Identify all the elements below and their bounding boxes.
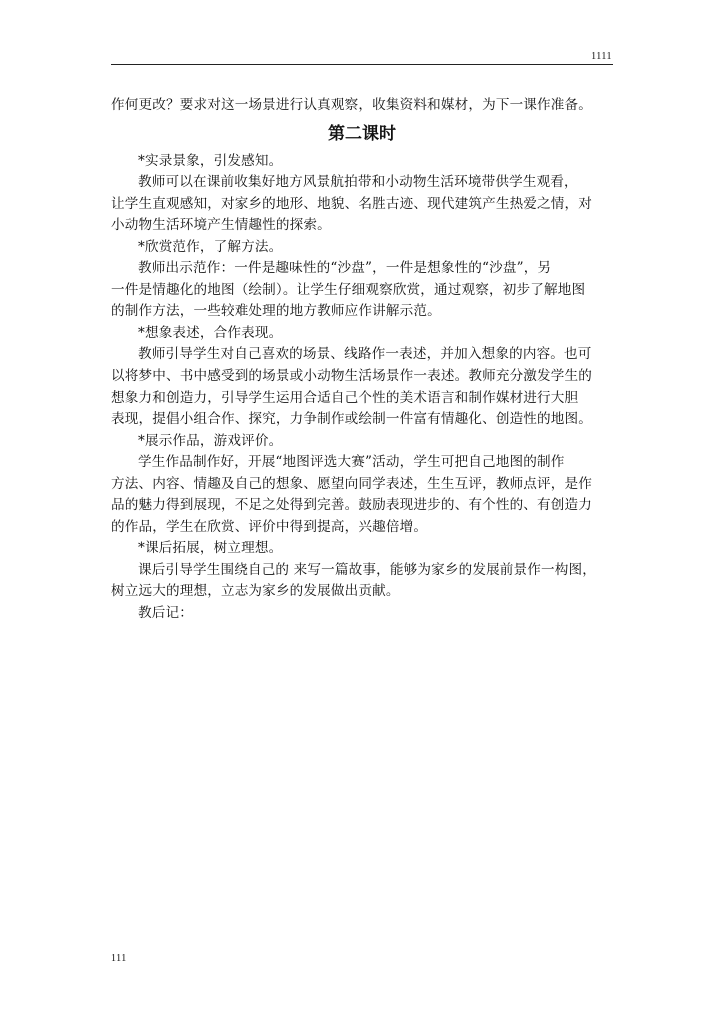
section-title: 第二课时 [328, 123, 396, 144]
header-page-number: 1111 [591, 51, 612, 62]
body-line: *想象表述，合作表现。 [138, 324, 283, 341]
body-line: 教师可以在课前收集好地方风景航拍带和小动物生活环境带供学生观看， [138, 174, 578, 191]
body-line: *欣赏范作，了解方法。 [138, 238, 283, 255]
document-body [111, 95, 613, 625]
body-line: 的制作方法，一些较难处理的地方教师应作讲解示范。 [111, 303, 441, 320]
body-line: 想象力和创造力，引导学生运用合适自己个性的美术语言和制作媒材进行大胆 [111, 389, 579, 406]
intro-line: 作何更改？要求对这一场景进行认真观察，收集资料和媒材，为下一课作准备。 [111, 97, 593, 113]
header-rule [111, 64, 613, 65]
body-line: *课后拓展，树立理想。 [138, 540, 283, 557]
body-line: *实录景象，引发感知。 [138, 152, 283, 169]
body-line: 的作品，学生在欣赏、评价中得到提高，兴趣倍增。 [111, 518, 428, 535]
body-line: 以将梦中、书中感受到的场景或小动物生活场景作一表述。教师充分激发学生的 [111, 368, 593, 385]
body-line: 课后引导学生围绕自己的 来写一篇故事，能够为家乡的发展前景作一构图， [138, 561, 597, 578]
body-line: 教师出示范作：一件是趣味性的“沙盘”，一件是想象性的“沙盘”，另 [138, 260, 552, 277]
body-line: 教师引导学生对自己喜欢的场景、线路作一表述，并加入想象的内容。也可 [138, 346, 592, 363]
body-line: 品的魅力得到展现，不足之处得到完善。鼓励表现进步的、有个性的、有创造力 [111, 497, 593, 514]
body-line: 表现，提倡小组合作、探究，力争制作或绘制一件富有情趣化、创造性的地图。 [111, 411, 593, 428]
body-line: 方法、内容、情趣及自己的想象、愿望向同学表述，生生互评，教师点评，是作 [111, 475, 593, 492]
body-line: *展示作品，游戏评价。 [138, 432, 283, 449]
body-line: 一件是情趣化的地图（绘制）。让学生仔细观察欣赏，通过观察，初步了解地图 [111, 281, 586, 298]
paragraph-lines [111, 151, 613, 625]
body-line: 教后记： [138, 605, 193, 622]
body-line: 让学生直观感知，对家乡的地形、地貌、名胜古迹、现代建筑产生热爱之情，对 [111, 195, 593, 212]
footer-page-number: 111 [111, 953, 127, 964]
body-line: 学生作品制作好，开展“地图评选大赛”活动，学生可把自己地图的制作 [138, 454, 565, 471]
body-line: 树立远大的理想，立志为家乡的发展做出贡献。 [111, 583, 400, 600]
body-line: 小动物生活环境产生情趣性的探索。 [111, 217, 331, 234]
